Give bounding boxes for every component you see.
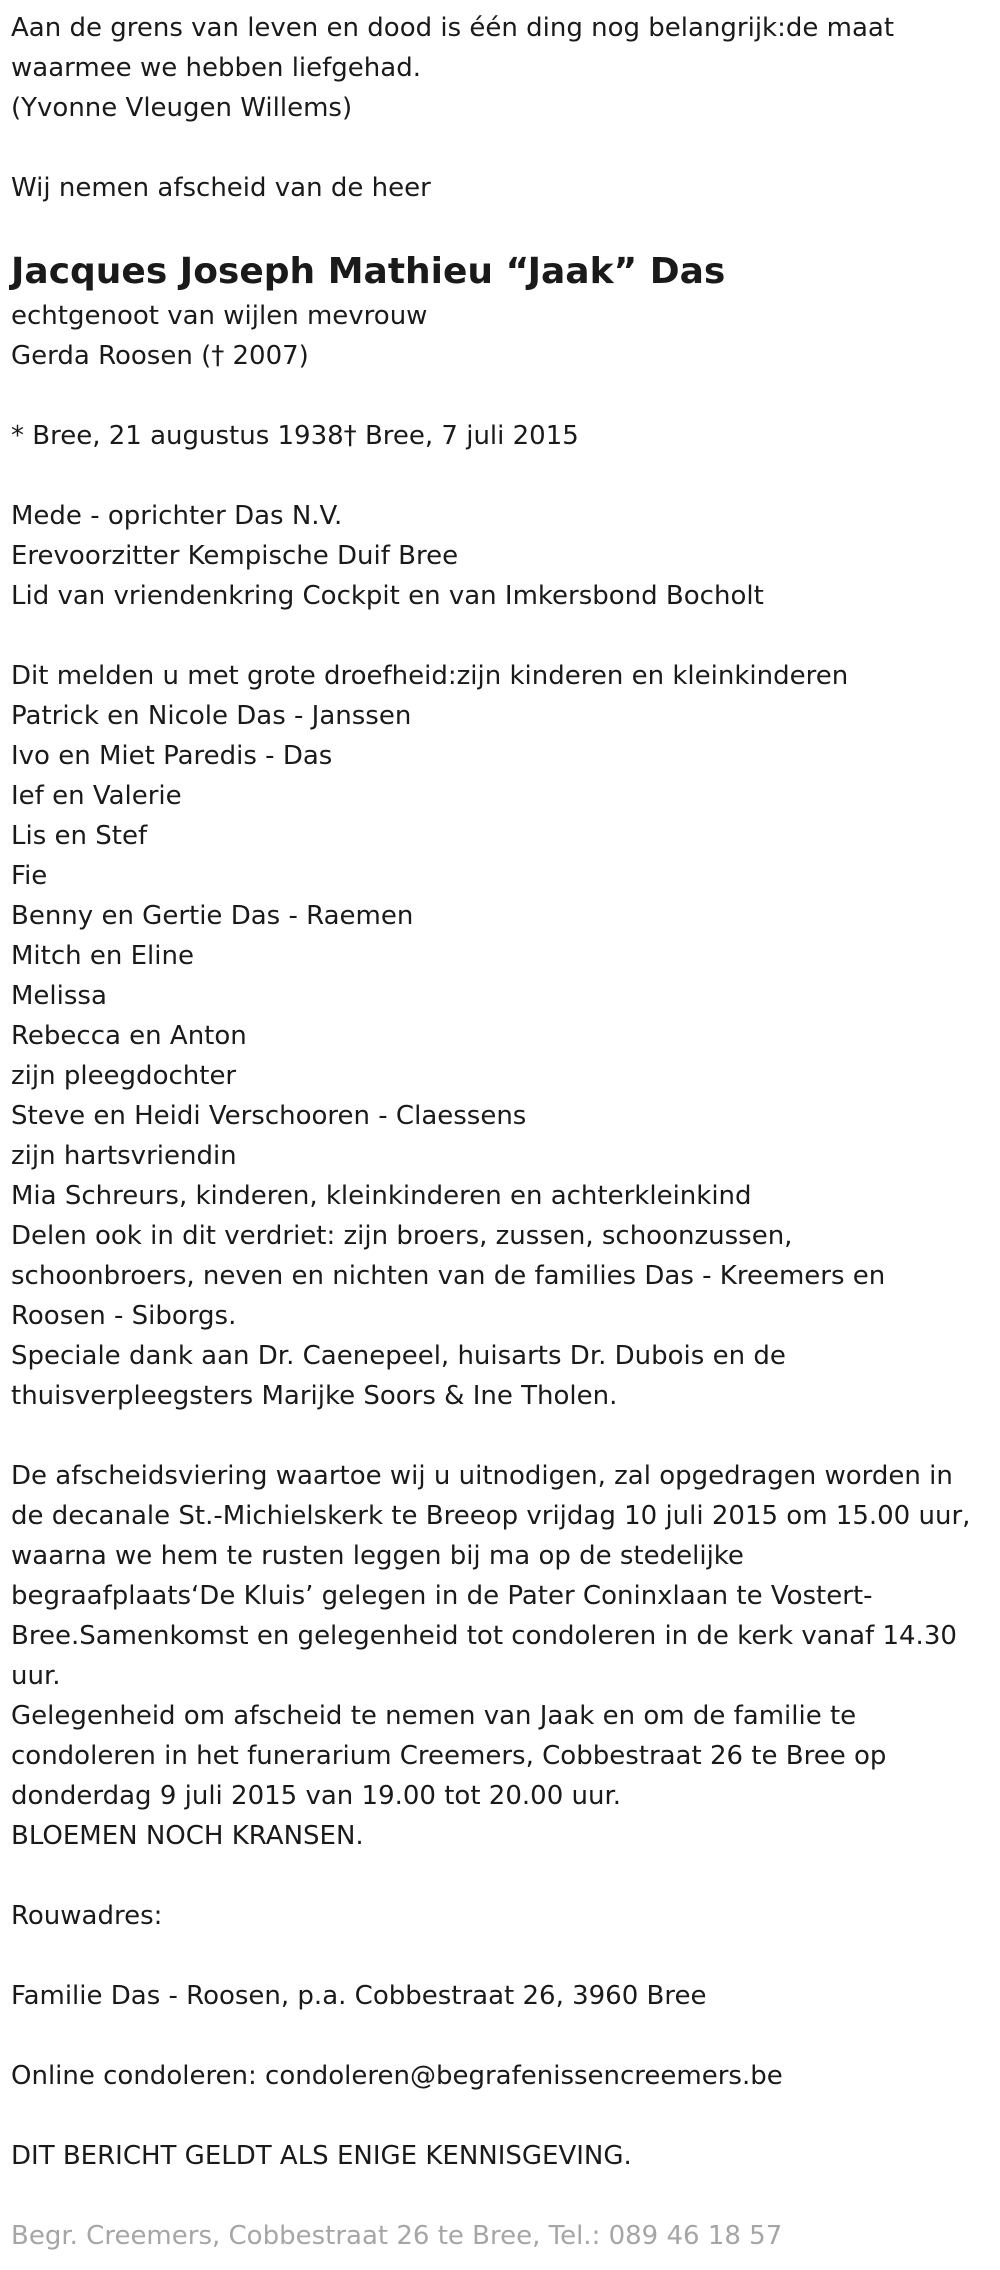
roles-list — [11, 496, 989, 616]
family-line: Ief en Valerie — [11, 781, 182, 811]
family-line: Lis en Stef — [11, 821, 148, 851]
ceremony-line: waarna we hem te rusten leggen bij ma op de stedelijke — [11, 1541, 744, 1571]
spacer — [11, 1936, 989, 1976]
spacer — [11, 208, 989, 248]
ceremony-line: uur. — [11, 1661, 61, 1691]
family-line: zijn hartsvriendin — [11, 1141, 237, 1171]
family-line: Dit melden u met grote droefheid:zijn kinderen en kleinkinderen — [11, 661, 849, 691]
quote-line-2: waarmee we hebben liefgehad. — [11, 53, 421, 83]
funeral-home-footer: Begr. Creemers, Cobbestraat 26 te Bree, Tel.: 089 46 18 57 — [11, 2221, 783, 2251]
intro-text: Wij nemen afscheid van de heer — [11, 173, 431, 203]
family-line: Patrick en Nicole Das - Janssen — [11, 701, 412, 731]
spacer — [11, 2176, 989, 2216]
ceremony-line: de decanale St.-Michielskerk te Breeop vrijdag 10 juli 2015 om 15.00 uur, — [11, 1501, 971, 1531]
spacer — [11, 1856, 989, 1896]
family-line: Benny en Gertie Das - Raemen — [11, 901, 414, 931]
ceremony-line: Gelegenheid om afscheid te nemen van Jaak en om de familie te — [11, 1701, 857, 1731]
family-line: Mia Schreurs, kinderen, kleinkinderen en achterkleinkind — [11, 1181, 752, 1211]
family-line: thuisverpleegsters Marijke Soors & Ine Tholen. — [11, 1381, 618, 1411]
spacer — [11, 376, 989, 416]
spacer — [11, 1416, 989, 1456]
ceremony-line: donderdag 9 juli 2015 van 19.00 tot 20.00 uur. — [11, 1781, 622, 1811]
family-line: Mitch en Eline — [11, 941, 194, 971]
family-line: Roosen - Siborgs. — [11, 1301, 237, 1331]
family-line: Rebecca en Anton — [11, 1021, 247, 1051]
family-line: Speciale dank aan Dr. Caenepeel, huisarts Dr. Dubois en de — [11, 1341, 786, 1371]
family-line: Ivo en Miet Paredis - Das — [11, 741, 333, 771]
ceremony-line: condoleren in het funerarium Creemers, Cobbestraat 26 te Bree op — [11, 1741, 887, 1771]
role-item: Lid van vriendenkring Cockpit en van Imkersbond Bocholt — [11, 581, 764, 611]
quote-author: (Yvonne Vleugen Willems) — [11, 93, 353, 123]
birth-death-dates: * Bree, 21 augustus 1938† Bree, 7 juli 2015 — [11, 421, 579, 451]
role-item: Erevoorzitter Kempische Duif Bree — [11, 541, 459, 571]
online-condolence: Online condoleren: condoleren@begrafenissencreemers.be — [11, 2061, 783, 2091]
family-line: Fie — [11, 861, 48, 891]
spacer — [11, 616, 989, 656]
family-line: Steve en Heidi Verschooren - Claessens — [11, 1101, 527, 1131]
family-line: Melissa — [11, 981, 107, 1011]
notice-text: DIT BERICHT GELDT ALS ENIGE KENNISGEVING. — [11, 2141, 632, 2171]
role-item: Mede - oprichter Das N.V. — [11, 501, 343, 531]
address-label: Rouwadres: — [11, 1901, 163, 1931]
spacer — [11, 2016, 989, 2056]
spouse-line-2: Gerda Roosen († 2007) — [11, 341, 309, 371]
family-line: schoonbroers, neven en nichten van de families Das - Kreemers en — [11, 1261, 886, 1291]
quote-line-1: Aan de grens van leven en dood is één ding nog belangrijk:de maat — [11, 13, 895, 43]
ceremony-line: De afscheidsviering waartoe wij u uitnodigen, zal opgedragen worden in — [11, 1461, 953, 1491]
spouse-line-1: echtgenoot van wijlen mevrouw — [11, 301, 428, 331]
ceremony-line: Bree.Samenkomst en gelegenheid tot condoleren in de kerk vanaf 14.30 — [11, 1621, 957, 1651]
spacer — [11, 456, 989, 496]
ceremony-line: begraafplaats‘De Kluis’ gelegen in de Pater Coninxlaan te Vostert- — [11, 1581, 873, 1611]
spacer — [11, 2096, 989, 2136]
address-value: Familie Das - Roosen, p.a. Cobbestraat 26, 3960 Bree — [11, 1981, 707, 2011]
family-list — [11, 656, 989, 1416]
spacer — [11, 128, 989, 168]
ceremony-line: BLOEMEN NOCH KRANSEN. — [11, 1821, 364, 1851]
family-line: Delen ook in dit verdriet: zijn broers, zussen, schoonzussen, — [11, 1221, 793, 1251]
family-line: zijn pleegdochter — [11, 1061, 237, 1091]
deceased-name: Jacques Joseph Mathieu “Jaak” Das — [11, 251, 726, 292]
ceremony-details — [11, 1456, 989, 1856]
